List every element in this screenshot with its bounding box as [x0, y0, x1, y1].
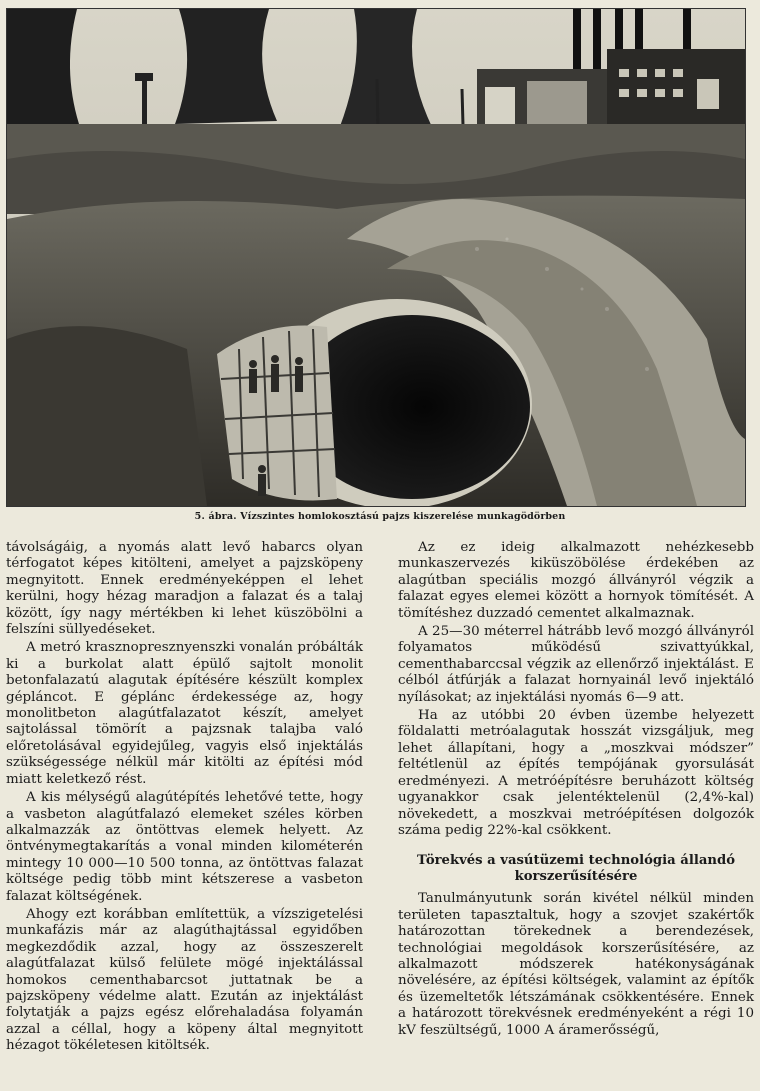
paragraph: A metró krasznopresznyenszki vonalán próbálták ki a burkolat alatt épülő sajtolt monolit betonfalazatú alagutak építésére készült komplex gépláncot. E géplánc érdekessége az, hogy monolitbeton alagútfalazatot készít, amelyet sajtolással tömörít a pajzsnak talajba való előretolásával egyidejűleg, vagyis első injektálás szükségessége nélkül már kitölti az építési mód miatt keletkező rést. — [6, 640, 363, 787]
paragraph: Ha az utóbbi 20 évben üzembe helyezett földalatti metróalagutak hosszát vizsgáljuk, meg lehet állapítani, hogy a „moszkvai módszer” feltétlenül az építés tempójának gyorsulását eredményezi. A metróépítésre beruházott költség ugyanakkor csak jelentéktelenül (2,4%-kal) növekedett, a moszkvai metróépítésen dolgozók száma pedig 22%-kal csökkent. — [398, 708, 754, 838]
paragraph: A 25—30 méterrel hátrább levő mozgó állványról folyamatos működésű szivattyúkkal, cementhabarccsal végzik az ellenőrző injektálást. E célból átfúrják a falazat hornyainál levő injektáló nyílásokat; az injektálási nyomás 6—9 att. — [398, 624, 754, 705]
tunnel-shield-photo — [6, 8, 746, 507]
paragraph: Tanulmányutunk során kivétel nélkül minden területen tapasztaltuk, hogy a szovjet szakértők határozottan törekednek a berendezések, technológiai megoldások korszerűsítésére, az alkalmazott módszerek hatékonyságának növelésére, az építési költségek, valamint az építők és üzemeltetők létszámának csökkentésére. Ennek a határozott törekvésnek eredményeként a régi 10 kV feszültségű, 1000 A áramerősségű, — [398, 891, 754, 1038]
figure-caption-text: Vízszintes homlokosztású pajzs kiszerelése munkagödörben — [240, 511, 566, 522]
paragraph: Ahogy ezt korábban említettük, a vízszigetelési munkafázis már az alagúthajtással egyidőben megkezdődik azzal, hogy az összeszerelt alagútfalazat külső felülete mögé injektálással homokos cementhabarcsot juttatnak be a pajzsköpeny védelme alatt. Ezután az injektálást folytatják a pajzs egész előrehaladása folyamán azzal a céllal, hogy a köpeny által megnyitott hézagot tökéletesen kitöltsék. — [6, 906, 363, 1054]
paragraph: A kis mélységű alagútépítés lehetővé tette, hogy a vasbeton alagútfalazó elemeket széles körben alkalmazzák az öntöttvas elemek helyett. Az öntvénymegtakarítás a vonal minden kilométerén mintegy 10 000—10 500 tonna, az öntöttvas falazat költsége pedig több mint kétszerese a vasbeton falazat költségének. — [6, 790, 363, 904]
figure-caption — [0, 511, 760, 522]
section-heading: Törekvés a vasútüzemi technológia állandó korszerűsítésére — [417, 853, 735, 885]
left-text-column — [6, 540, 363, 1055]
figure-number: 5. ábra. — [194, 511, 237, 522]
paragraph: távolságáig, a nyomás alatt levő habarcs olyan térfogatot képes kitölteni, amelyet a pajzsköpeny megnyitott. Ennek eredményeképpen el lehet kerülni, hogy hézag maradjon a falazat és a talaj között, így nagy mértékben ki lehet küszöbölni a felszíni süllyedéseket. — [6, 540, 363, 638]
paragraph: Az ez ideig alkalmazott nehézkesebb munkaszervezés kiküszöbölése érdekében az alagútban speciális mozgó állványról végzik a falazat egyes elemei között a hornyok tömítését. A tömítéshez duzzadó cementet alkalmaznak. — [398, 540, 754, 621]
right-text-column — [398, 540, 754, 1039]
